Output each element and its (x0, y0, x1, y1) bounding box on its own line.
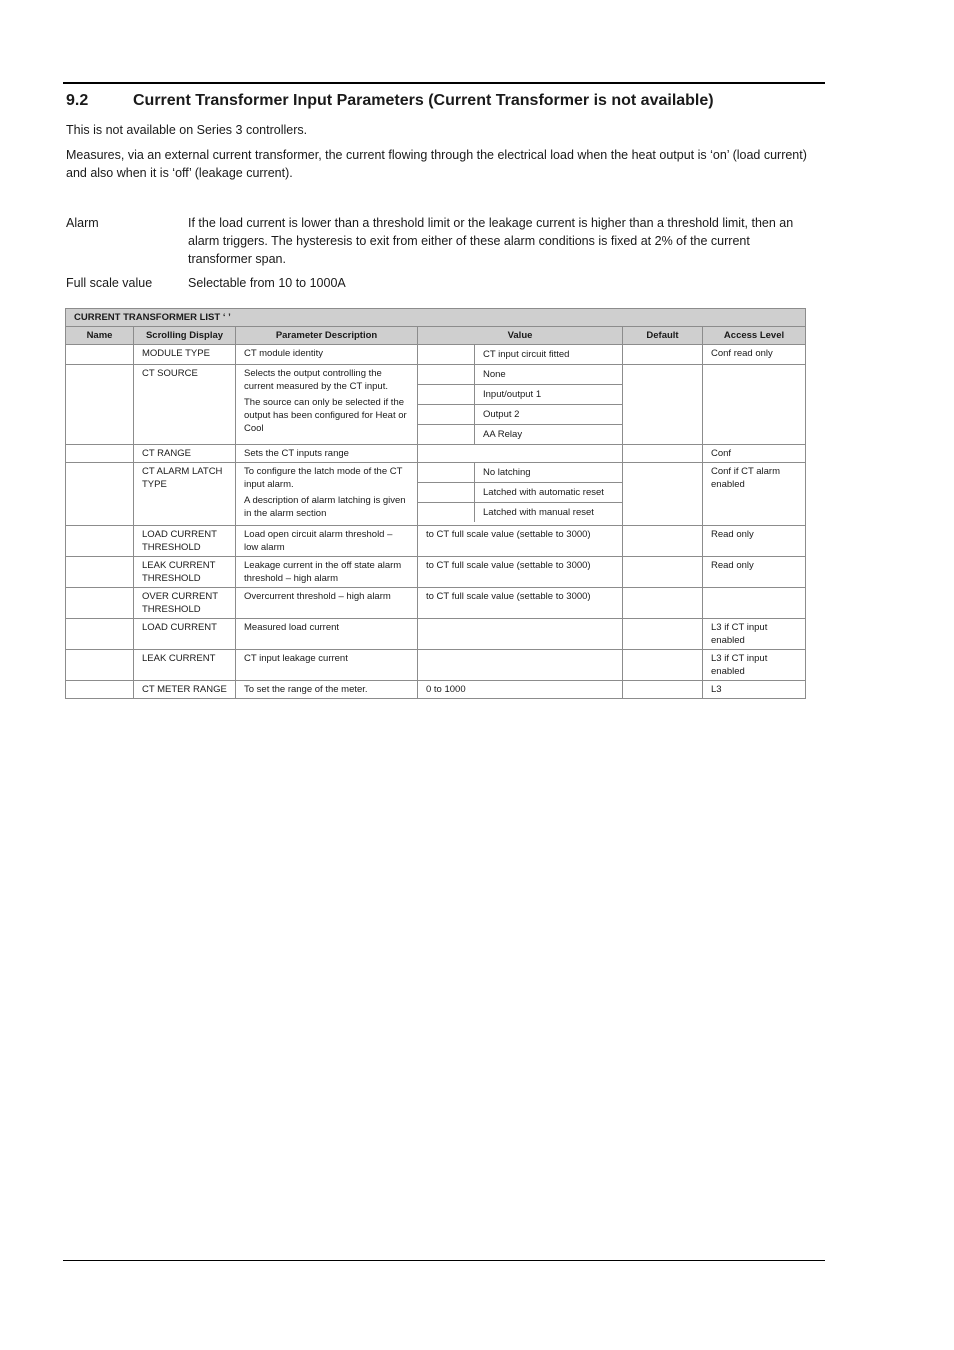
header-access-level: Access Level (703, 327, 806, 345)
definition-full-scale (66, 274, 806, 292)
display-cell: CT ALARM LATCH TYPE (134, 463, 236, 526)
table-row (66, 345, 806, 365)
description-cell: Measured load current (236, 619, 418, 650)
name-cell (66, 463, 134, 526)
display-cell: CT SOURCE (134, 365, 236, 445)
description-cell: To set the range of the meter. (236, 681, 418, 699)
definition-alarm (66, 214, 806, 268)
header-value: Value (418, 327, 623, 345)
table-row (66, 650, 806, 681)
name-cell (66, 588, 134, 619)
value-option: Output 2 (475, 405, 623, 425)
value-option: No latching (475, 463, 623, 483)
description-para: A description of alarm latching is given in the alarm section (244, 495, 406, 519)
table-row (66, 619, 806, 650)
access-cell: L3 (703, 681, 806, 699)
description-cell: CT module identity (236, 345, 418, 365)
name-cell (66, 365, 134, 445)
description-para: Selects the output controlling the current measured by the CT input. (244, 368, 388, 392)
description-cell: CT input leakage current (236, 650, 418, 681)
top-rule (63, 82, 825, 84)
description-cell: Load open circuit alarm threshold – low alarm (236, 526, 418, 557)
value-cell: to CT full scale value (settable to 3000) (418, 526, 623, 557)
name-cell (66, 345, 134, 365)
default-cell (623, 445, 703, 463)
section-number: 9.2 (66, 92, 89, 109)
value-cell (418, 345, 623, 365)
value-cell: to CT full scale value (settable to 3000) (418, 588, 623, 619)
access-cell: L3 if CT input enabled (703, 619, 806, 650)
value-option: Latched with manual reset (483, 507, 594, 518)
value-cell (418, 619, 623, 650)
access-cell: Read only (703, 526, 806, 557)
description-cell (236, 463, 418, 526)
value-cell: 0 to 1000 (418, 681, 623, 699)
value-option: None (475, 365, 623, 385)
value-text: CT input circuit fitted (483, 349, 570, 360)
header-parameter-description: Parameter Description (236, 327, 418, 345)
display-cell: OVER CURRENT THRESHOLD (134, 588, 236, 619)
display-cell: MODULE TYPE (134, 345, 236, 365)
definition-desc: Selectable from 10 to 1000A (188, 276, 346, 290)
value-cell (418, 365, 623, 445)
value-cell (418, 650, 623, 681)
value-cell: to CT full scale value (settable to 3000) (418, 557, 623, 588)
section-title: Current Transformer Input Parameters (Current Transformer is not available) (133, 92, 714, 109)
access-cell: Read only (703, 557, 806, 588)
description-cell: Sets the CT inputs range (236, 445, 418, 463)
access-cell (703, 365, 806, 445)
access-cell: Conf if CT alarm enabled (703, 463, 806, 526)
description-cell (236, 365, 418, 445)
intro-line-2: Measures, via an external current transformer, the current flowing through the electrical load when the heat output is ‘on’ (load current) and also when it is ‘off’ (leakage current). (66, 148, 807, 180)
name-cell (66, 445, 134, 463)
definition-desc: If the load current is lower than a threshold limit or the leakage current is higher than a threshold limit, then an alarm triggers. The hysteresis to exit from either of these alarm conditions is fixed at 2% of the current transformer span. (188, 216, 794, 266)
header-default: Default (623, 327, 703, 345)
name-cell (66, 557, 134, 588)
section-heading (66, 92, 714, 110)
name-cell (66, 619, 134, 650)
table-row (66, 445, 806, 463)
display-cell: LOAD CURRENT (134, 619, 236, 650)
default-cell (623, 588, 703, 619)
default-cell (623, 463, 703, 526)
access-cell (703, 588, 806, 619)
access-cell: L3 if CT input enabled (703, 650, 806, 681)
table-title-row (66, 309, 806, 327)
description-cell: Overcurrent threshold – high alarm (236, 588, 418, 619)
table-row (66, 365, 806, 445)
table-row (66, 526, 806, 557)
header-name: Name (66, 327, 134, 345)
value-cell (418, 445, 623, 463)
table-row (66, 681, 806, 699)
display-cell: LEAK CURRENT (134, 650, 236, 681)
table-header-row (66, 327, 806, 345)
default-cell (623, 650, 703, 681)
value-option: AA Relay (483, 429, 523, 440)
default-cell (623, 365, 703, 445)
current-transformer-table (65, 308, 806, 699)
definition-term: Full scale value (66, 276, 153, 290)
value-option: Input/output 1 (475, 385, 623, 405)
default-cell (623, 681, 703, 699)
name-cell (66, 681, 134, 699)
table-title: CURRENT TRANSFORMER LIST ‘ ’ (66, 309, 806, 327)
name-cell (66, 526, 134, 557)
display-cell: CT RANGE (134, 445, 236, 463)
value-option: Latched with automatic reset (475, 483, 623, 503)
description-para: To configure the latch mode of the CT input alarm. (244, 466, 403, 490)
value-cell (418, 463, 623, 526)
default-cell (623, 619, 703, 650)
table-row (66, 557, 806, 588)
description-para: The source can only be selected if the output has been configured for Heat or Cool (244, 397, 407, 434)
display-cell: LEAK CURRENT THRESHOLD (134, 557, 236, 588)
definition-list (66, 214, 806, 298)
table-row (66, 463, 806, 526)
description-cell: Leakage current in the off state alarm threshold – high alarm (236, 557, 418, 588)
default-cell (623, 345, 703, 365)
display-cell: LOAD CURRENT THRESHOLD (134, 526, 236, 557)
header-scrolling-display: Scrolling Display (134, 327, 236, 345)
bottom-rule (63, 1260, 825, 1261)
table-row (66, 588, 806, 619)
default-cell (623, 557, 703, 588)
definition-term: Alarm (66, 216, 99, 230)
default-cell (623, 526, 703, 557)
intro-line-1: This is not available on Series 3 controllers. (66, 123, 308, 137)
access-cell: Conf (703, 445, 806, 463)
name-cell (66, 650, 134, 681)
access-cell: Conf read only (703, 345, 806, 365)
display-cell: CT METER RANGE (134, 681, 236, 699)
